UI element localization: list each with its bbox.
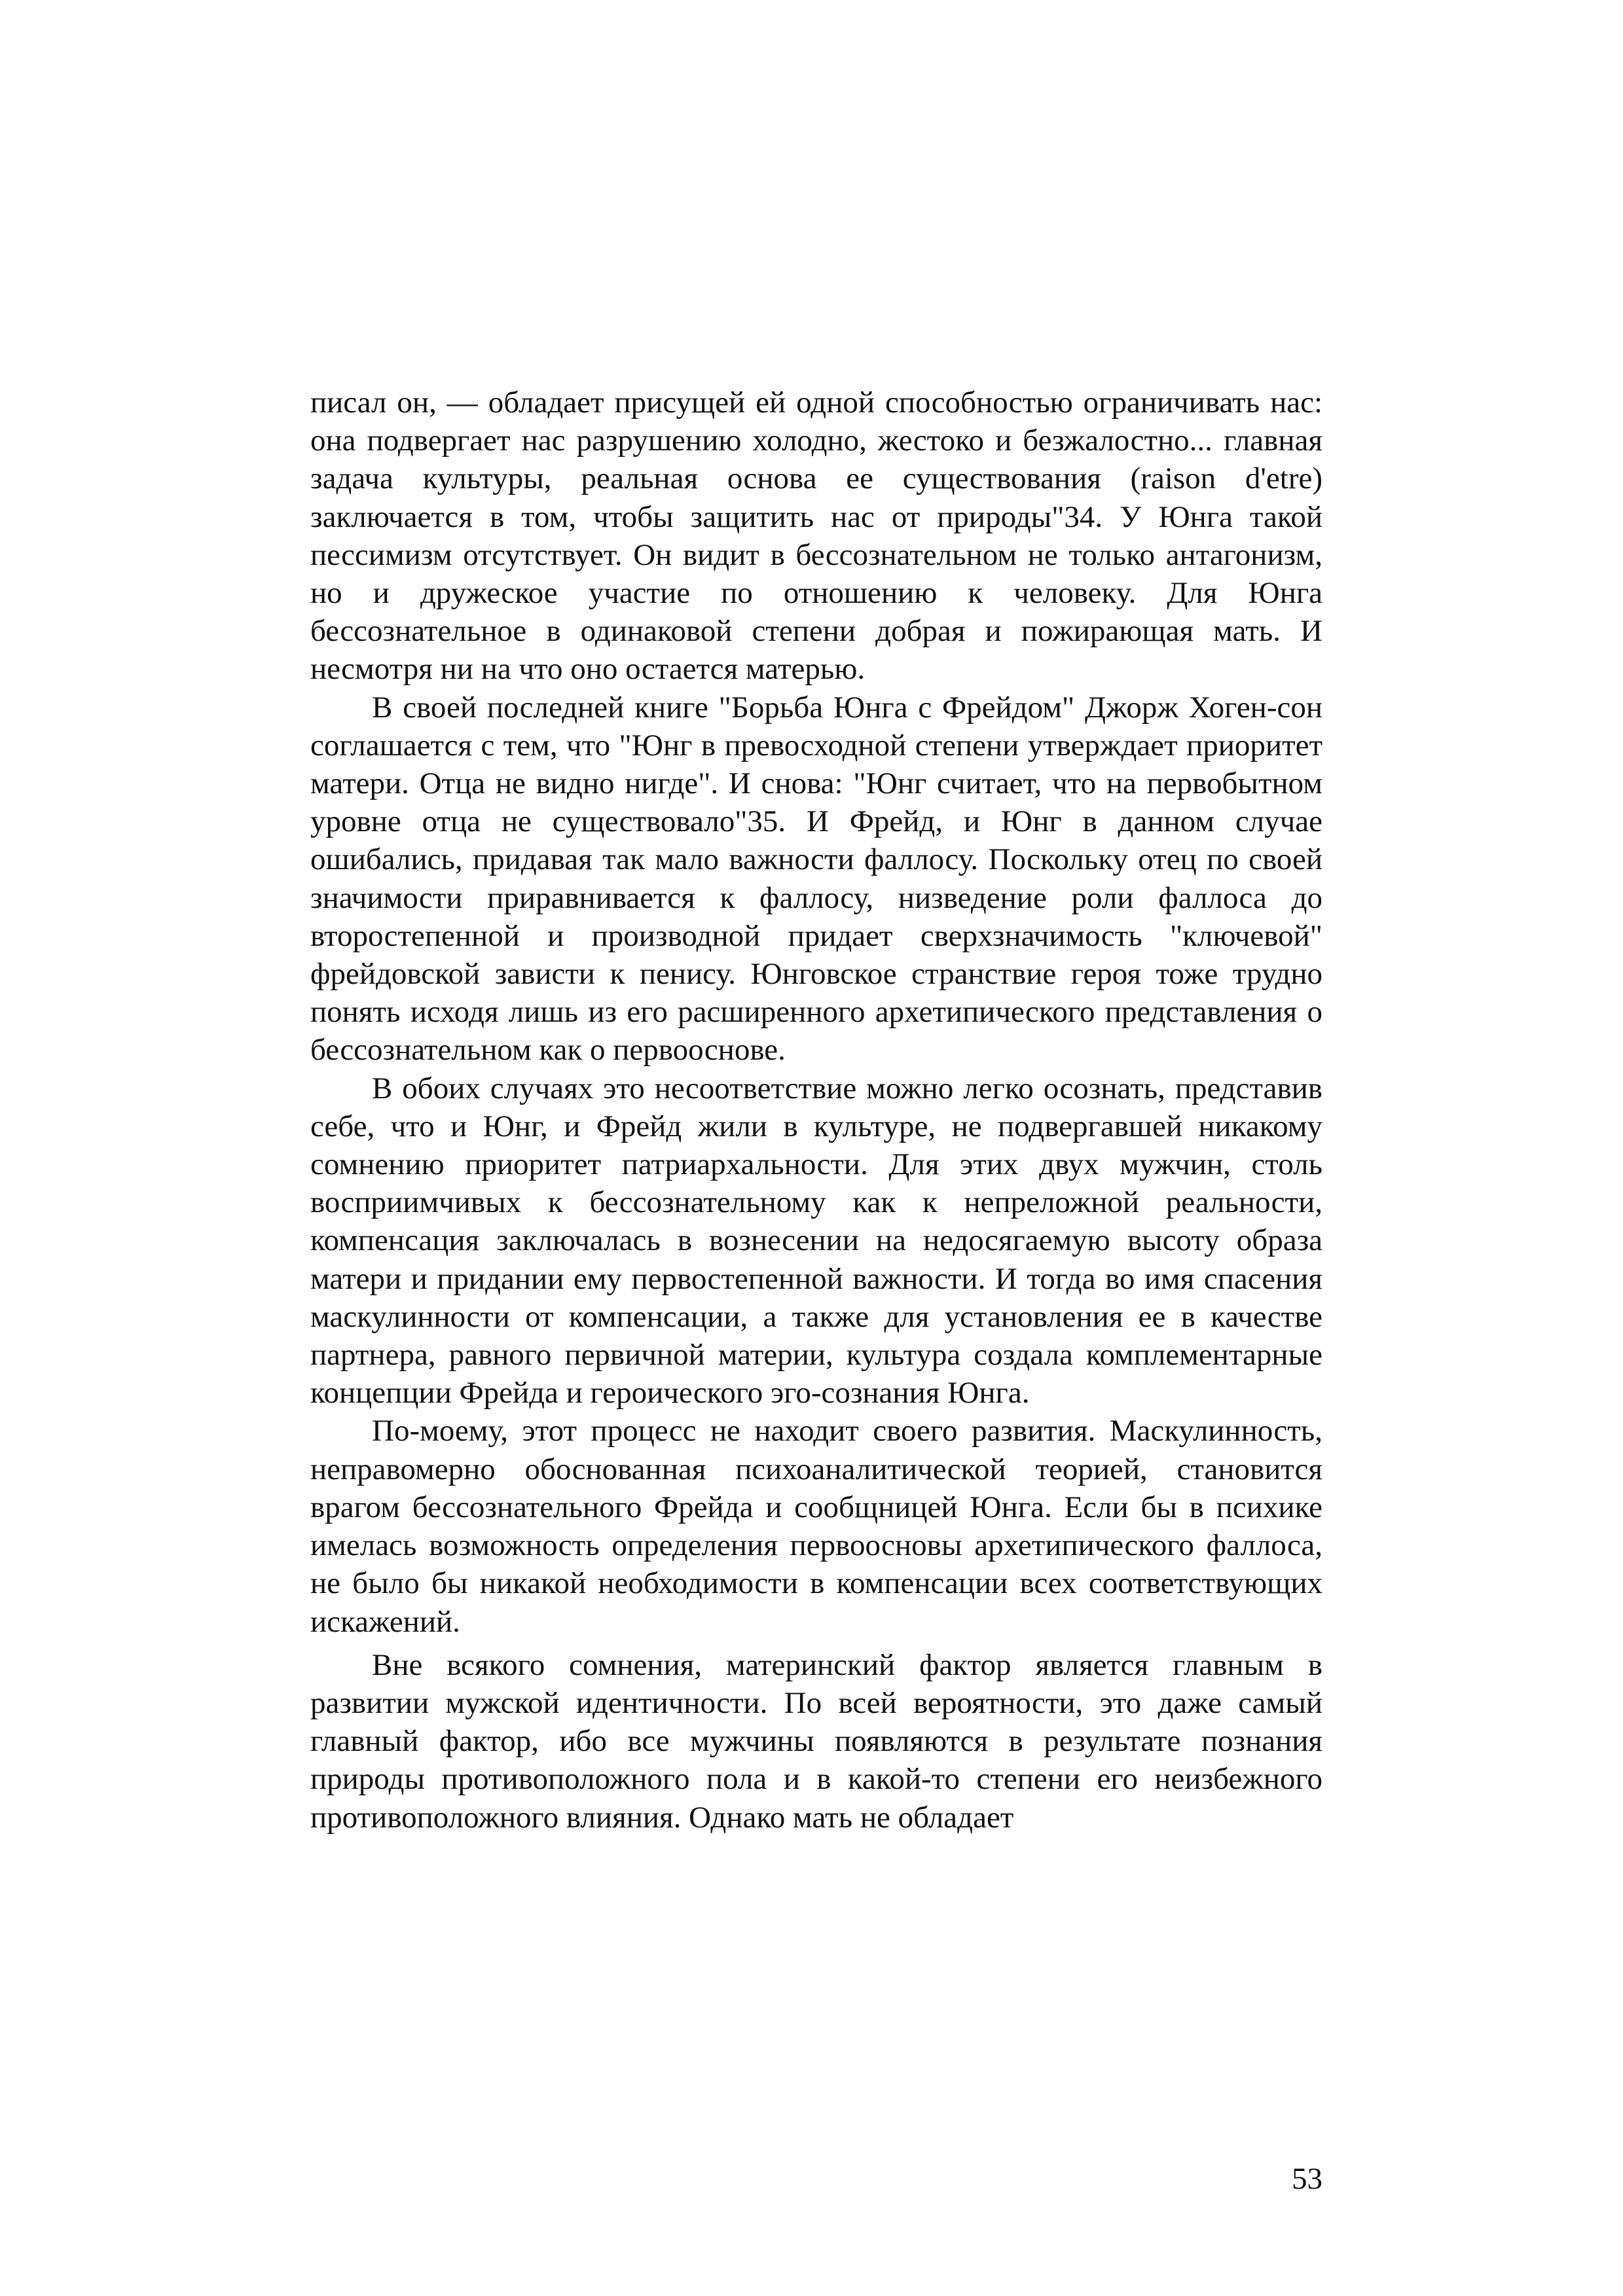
- page-number: 53: [1292, 2162, 1322, 2196]
- body-text: [310, 384, 1322, 1837]
- paragraph-5: Вне всякого сомнения, материнский фактор является главным в развитии мужской идентичности. По всей вероятности, это даже самый главный фактор, ибо все мужчины появляются в результате познания природы противоположного пола и в какой-то степени его неизбежного противоположного влияния. Однако мать не обладает: [310, 1647, 1322, 1835]
- paragraph-4: По-моему, этот процесс не находит своего развития. Маскулинность, неправомерно обоснованная психоаналитической теорией, становится врагом бессознательного Фрейда и сообщницей Юнга. Если бы в психике имелась возможность определения первоосновы архетипического фаллоса, не было бы никакой необходимости в компенсации всех соответствующих искажений.: [310, 1414, 1322, 1639]
- paragraph-3: В обоих случаях это несоответствие можно легко осознать, представив себе, что и Юнг, и Фрейд жили в культуре, не подвергавшей никакому сомнению приоритет патриархальности. Для этих двух мужчин, столь восприимчивых к бессознательному как к непреложной реальности, компенсация заключалась в вознесении на недосягаемую высоту образа матери и придании ему первостепенной важности. И тогда во имя спасения маскулинности от компенсации, а также для установления ее в качестве партнера, равного первичной материи, культура создала комплементарные концепции Фрейда и героического эго-сознания Юнга.: [310, 1071, 1322, 1410]
- paragraph-1: писал он, — обладает присущей ей одной способностью ограничивать нас: она подвергает нас разрушению холодно, жестоко и безжалостно... главная задача культуры, реальная основа ее существования (raison d'etre) заключается в том, чтобы защитить нас от природы"34. У Юнга такой пессимизм отсутствует. Он видит в бессознательном не только антагонизм, но и дружеское участие по отношению к человеку. Для Юнга бессознательное в одинаковой степени добрая и пожирающая мать. И несмотря ни на что оно остается матерью.: [310, 386, 1322, 687]
- paragraph-2: В своей последней книге "Борьба Юнга с Фрейдом" Джорж Хоген-сон соглашается с тем, что "Юнг в превосходной степени утверждает приоритет матери. Отца не видно нигде". И снова: "Юнг считает, что на первобытном уровне отца не существовало"35. И Фрейд, и Юнг в данном случае ошибались, придавая так мало важности фаллосу. Поскольку отец по своей значимости приравнивается к фаллосу, низведение роли фаллоса до второстепенной и производной придает сверхзначимость "ключевой" фрейдовской зависти к пенису. Юнговское странствие героя тоже трудно понять исходя лишь из его расширенного архетипического представления о бессознательном как о первооснове.: [310, 690, 1322, 1067]
